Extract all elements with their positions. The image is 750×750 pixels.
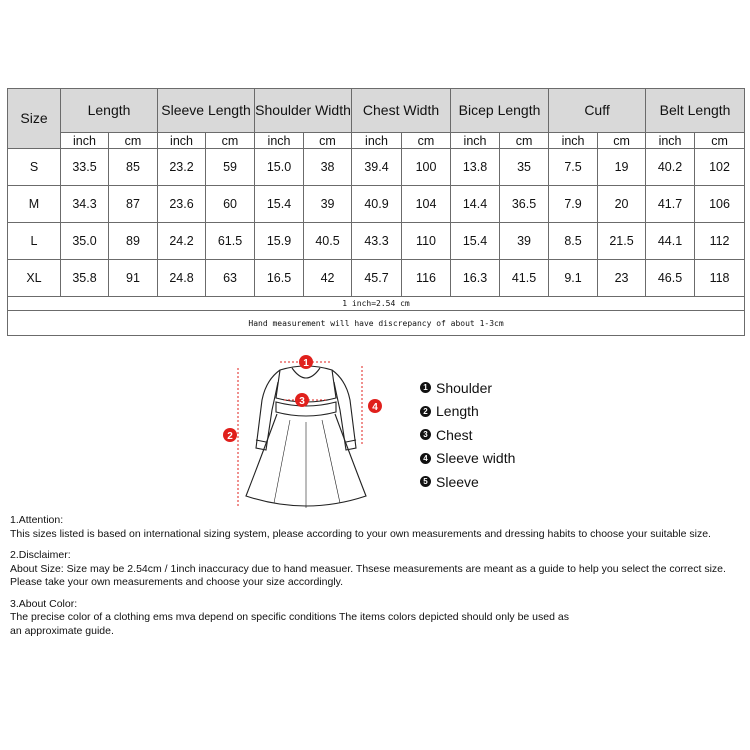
measurement-cell: 42 [304,260,352,297]
header-shoulder-width: Shoulder Width [255,89,352,133]
unit-cm-label: cm [402,133,451,149]
size-cell: M [8,186,61,223]
measurement-cell: 100 [402,149,451,186]
measurement-cell: 14.4 [451,186,500,223]
legend-item-length [420,400,515,424]
measurement-cell: 15.4 [255,186,304,223]
header-sleeve-length: Sleeve Length [158,89,255,133]
size-chart-table [7,88,745,336]
attention-title: 1.Attention: [10,514,64,526]
measurement-cell: 40.2 [646,149,695,186]
measurement-cell: 7.9 [549,186,598,223]
unit-inch-label: inch [451,133,500,149]
units-row [8,133,745,149]
measurement-legend [420,376,515,494]
unit-inch-label: inch [158,133,206,149]
legend-number: 5 [420,476,431,487]
unit-cm-label: cm [695,133,745,149]
unit-inch-label: inch [61,133,109,149]
measurement-marker-length [223,428,237,442]
measurement-cell: 34.3 [61,186,109,223]
disclaimer-title: 2.Disclaimer: [10,549,71,561]
measurement-cell: 61.5 [206,223,255,260]
disclaimer-line-2: Please take your own measurements and choose your size accordingly. [10,576,344,588]
measurement-cell: 102 [695,149,745,186]
measurement-cell: 118 [695,260,745,297]
unit-cm-label: cm [500,133,549,149]
measurement-cell: 60 [206,186,255,223]
measurement-cell: 15.4 [451,223,500,260]
legend-label: Chest [436,426,473,443]
measurement-cell: 87 [109,186,158,223]
discrepancy-note-row [8,311,745,336]
measurement-cell: 116 [402,260,451,297]
measurement-cell: 24.8 [158,260,206,297]
disclaimer-note [10,549,750,590]
measurement-cell: 106 [695,186,745,223]
header-belt-length: Belt Length [646,89,745,133]
measurement-cell: 40.5 [304,223,352,260]
legend-item-sleeve [420,470,515,494]
measurement-cell: 39 [500,223,549,260]
conversion-note-row [8,297,745,311]
attention-text: This sizes listed is based on international sizing system, please according to your own measurements and dressing habits to choose your suitable size. [10,527,711,540]
size-cell: L [8,223,61,260]
color-title: 3.About Color: [10,597,78,610]
legend-number: 3 [420,429,431,440]
color-note [10,598,750,639]
table-row [8,149,745,186]
header-cuff: Cuff [549,89,646,133]
legend-label: Sleeve width [436,450,516,467]
unit-inch-label: inch [352,133,402,149]
header-length: Length [61,89,158,133]
measurement-cell: 9.1 [549,260,598,297]
marker-label-2: 2 [227,431,233,442]
legend-label: Shoulder [436,379,493,396]
size-cell: XL [8,260,61,297]
measurement-cell: 36.5 [500,186,549,223]
measurement-cell: 43.3 [352,223,402,260]
size-notes [10,514,750,646]
measurement-cell: 23.2 [158,149,206,186]
unit-inch-label: inch [549,133,598,149]
measurement-cell: 41.7 [646,186,695,223]
measurement-cell: 89 [109,223,158,260]
unit-inch-label: inch [255,133,304,149]
attention-note [10,514,750,541]
measurement-cell: 38 [304,149,352,186]
measurement-cell: 7.5 [549,149,598,186]
measurement-cell: 46.5 [646,260,695,297]
marker-label-1: 1 [303,358,309,369]
measurement-cell: 20 [598,186,646,223]
unit-cm-label: cm [206,133,255,149]
measurement-cell: 15.9 [255,223,304,260]
legend-number: 2 [420,406,431,417]
legend-number: 4 [420,453,431,464]
legend-number: 1 [420,382,431,393]
table-body [8,149,745,297]
dress-measurement-diagram [220,340,390,515]
measurement-cell: 13.8 [451,149,500,186]
header-bicep-length: Bicep Length [451,89,549,133]
unit-inch-label: inch [646,133,695,149]
measurement-cell: 35.8 [61,260,109,297]
discrepancy-note: Hand measurement will have discrepancy of about 1-3cm [8,311,745,336]
unit-cm-label: cm [109,133,158,149]
measurement-cell: 59 [206,149,255,186]
measurement-cell: 41.5 [500,260,549,297]
measurement-cell: 21.5 [598,223,646,260]
table-row [8,186,745,223]
measurement-cell: 35.0 [61,223,109,260]
measurement-marker-sleeve-width [368,399,382,413]
legend-item-shoulder [420,376,515,400]
measurement-cell: 110 [402,223,451,260]
table-row [8,260,745,297]
color-line-1: The precise color of a clothing ems mva depend on specific conditions The items colors depicted should only be used as [10,611,569,623]
measurement-cell: 39.4 [352,149,402,186]
measurement-cell: 8.5 [549,223,598,260]
measurement-cell: 15.0 [255,149,304,186]
measurement-cell: 112 [695,223,745,260]
measurement-cell: 16.3 [451,260,500,297]
disclaimer-line-1: About Size: Size may be 2.54cm / 1inch inaccuracy due to hand measuer. Thsese measurements are meant as a guide to help you select the correct size. [10,562,726,575]
measurement-cell: 33.5 [61,149,109,186]
measurement-cell: 45.7 [352,260,402,297]
measurement-cell: 63 [206,260,255,297]
measurement-cell: 44.1 [646,223,695,260]
measurement-cell: 23.6 [158,186,206,223]
conversion-note: 1 inch=2.54 cm [8,297,745,311]
legend-label: Length [436,403,479,420]
measurement-cell: 19 [598,149,646,186]
measurement-cell: 91 [109,260,158,297]
measurement-cell: 85 [109,149,158,186]
measurement-cell: 16.5 [255,260,304,297]
unit-cm-label: cm [598,133,646,149]
measurement-cell: 35 [500,149,549,186]
header-size: Size [8,89,61,149]
table-row [8,223,745,260]
marker-label-4: 4 [372,402,378,413]
measurement-cell: 24.2 [158,223,206,260]
legend-label: Sleeve [436,473,479,490]
measurement-marker-shoulder [299,355,313,369]
measurement-cell: 39 [304,186,352,223]
measurement-marker-chest [295,393,309,407]
dress-illustration [246,366,366,508]
marker-label-3: 3 [299,396,305,407]
unit-cm-label: cm [304,133,352,149]
measurement-cell: 23 [598,260,646,297]
legend-item-sleeve-width [420,447,515,471]
header-row [8,89,745,133]
measurement-cell: 40.9 [352,186,402,223]
legend-item-chest [420,423,515,447]
size-cell: S [8,149,61,186]
measurement-cell: 104 [402,186,451,223]
header-chest-width: Chest Width [352,89,451,133]
color-line-2: an approximate guide. [10,624,114,637]
